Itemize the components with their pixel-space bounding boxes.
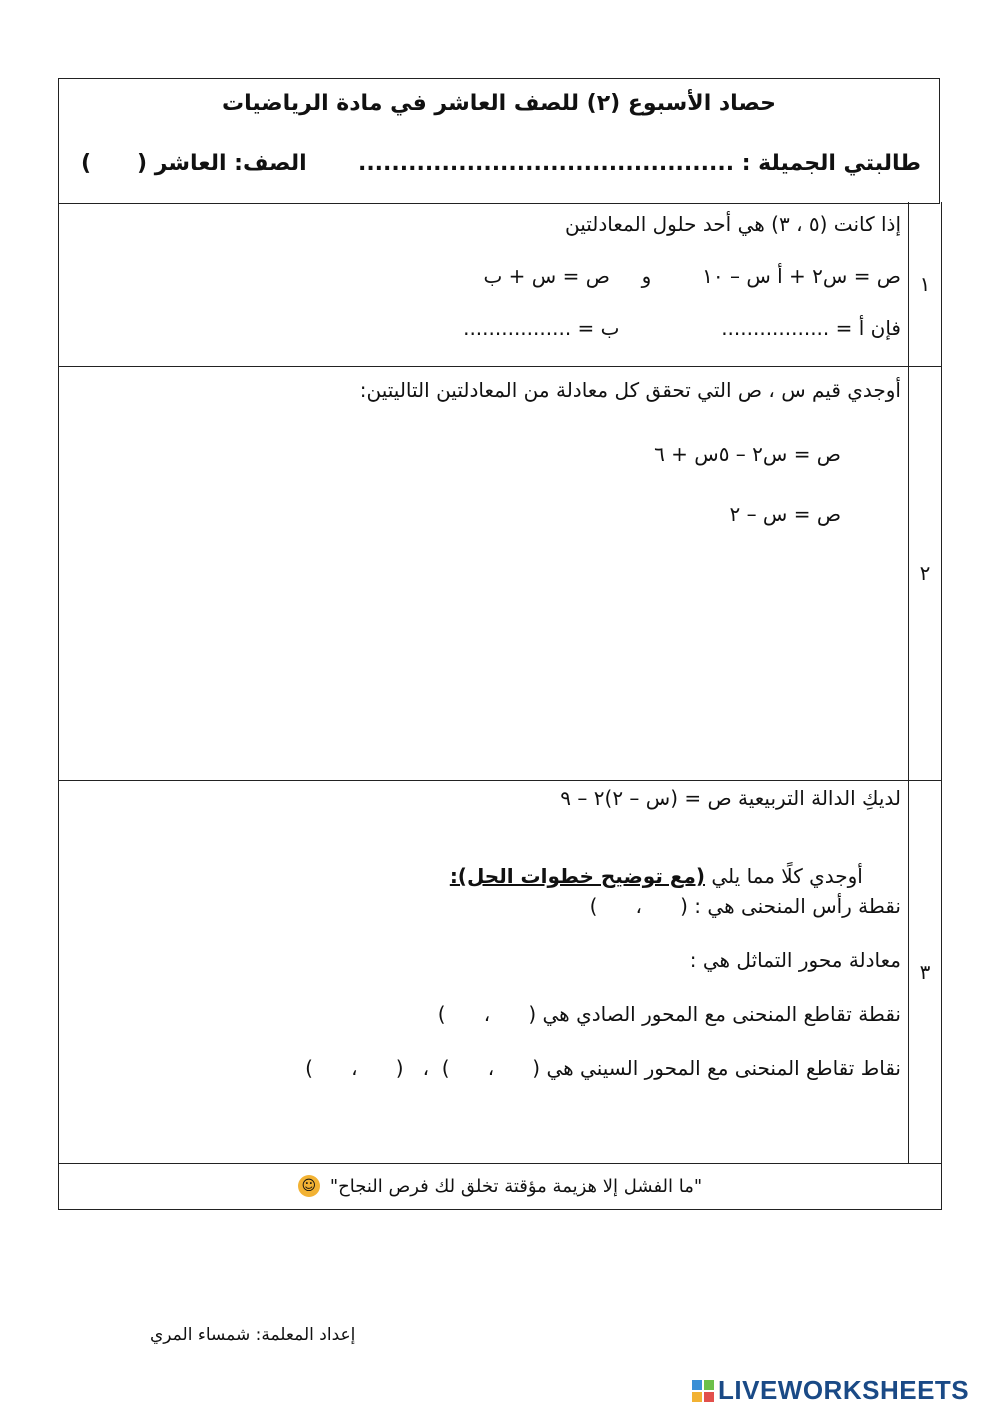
question-number: ١ <box>908 202 941 366</box>
teacher-credit: إعداد المعلمة: شمساء المري <box>150 1325 356 1345</box>
symmetry-axis-field[interactable]: معادلة محور التماثل هي : <box>689 948 901 972</box>
logo-text: LIVEWORKSHEETS <box>718 1375 970 1405</box>
question-number: ٣ <box>908 780 941 1163</box>
question-3 <box>58 780 942 1164</box>
equations: ص = س٢ + أ س – ١٠ و ص = س + ب <box>483 264 901 288</box>
liveworksheets-logo <box>692 1375 969 1406</box>
question-2 <box>58 366 942 781</box>
vertex-field[interactable]: نقطة رأس المنحنى هي : ( ، ) <box>589 894 901 918</box>
x-intercepts-field[interactable]: نقاط تقاطع المنحنى مع المحور السيني هي ( ، ) ، ( ، ) <box>305 1056 901 1080</box>
y-intercept-field[interactable]: نقطة تقاطع المنحنى مع المحور الصادي هي ( ، ) <box>437 1002 901 1026</box>
worksheet-title: حصاد الأسبوع (٢) للصف العاشر في مادة الرياضيات <box>222 91 776 116</box>
smiley-icon: ☺ <box>298 1175 320 1197</box>
question-1 <box>58 202 942 367</box>
student-name-field[interactable]: طالبتي الجميلة : ............................................. <box>357 151 921 176</box>
answer-field[interactable]: فإن أ = ................. ب = ................. <box>463 316 901 340</box>
logo-icon <box>692 1380 714 1402</box>
question-text: إذا كانت (٥ ، ٣) هي أحد حلول المعادلتين <box>565 212 901 236</box>
equation: ص = س – ٢ <box>729 502 841 526</box>
class-field[interactable]: الصف: العاشر ( ) <box>81 151 307 176</box>
equation: ص = س٢ – ٥س + ٦ <box>654 442 841 466</box>
instruction-text: أوجدي كلًا مما يلي <box>705 864 863 888</box>
instruction-emphasis: (مع توضيح خطوات الحل): <box>449 864 705 888</box>
motivational-quote <box>58 1163 942 1210</box>
worksheet <box>58 78 940 1197</box>
question-text: لديكِ الدالة التربيعية ص = (س – ٢)٢ – ٩ <box>560 786 901 810</box>
question-text: أوجدي قيم س ، ص التي تحقق كل معادلة من المعادلتين التاليتين: <box>359 378 901 402</box>
question-number: ٢ <box>908 366 941 780</box>
answer-area[interactable] <box>79 546 881 760</box>
worksheet-header <box>58 78 940 204</box>
quote-text: "ما الفشل إلا هزيمة مؤقتة تخلق لك فرص النجاح" <box>329 1175 703 1197</box>
